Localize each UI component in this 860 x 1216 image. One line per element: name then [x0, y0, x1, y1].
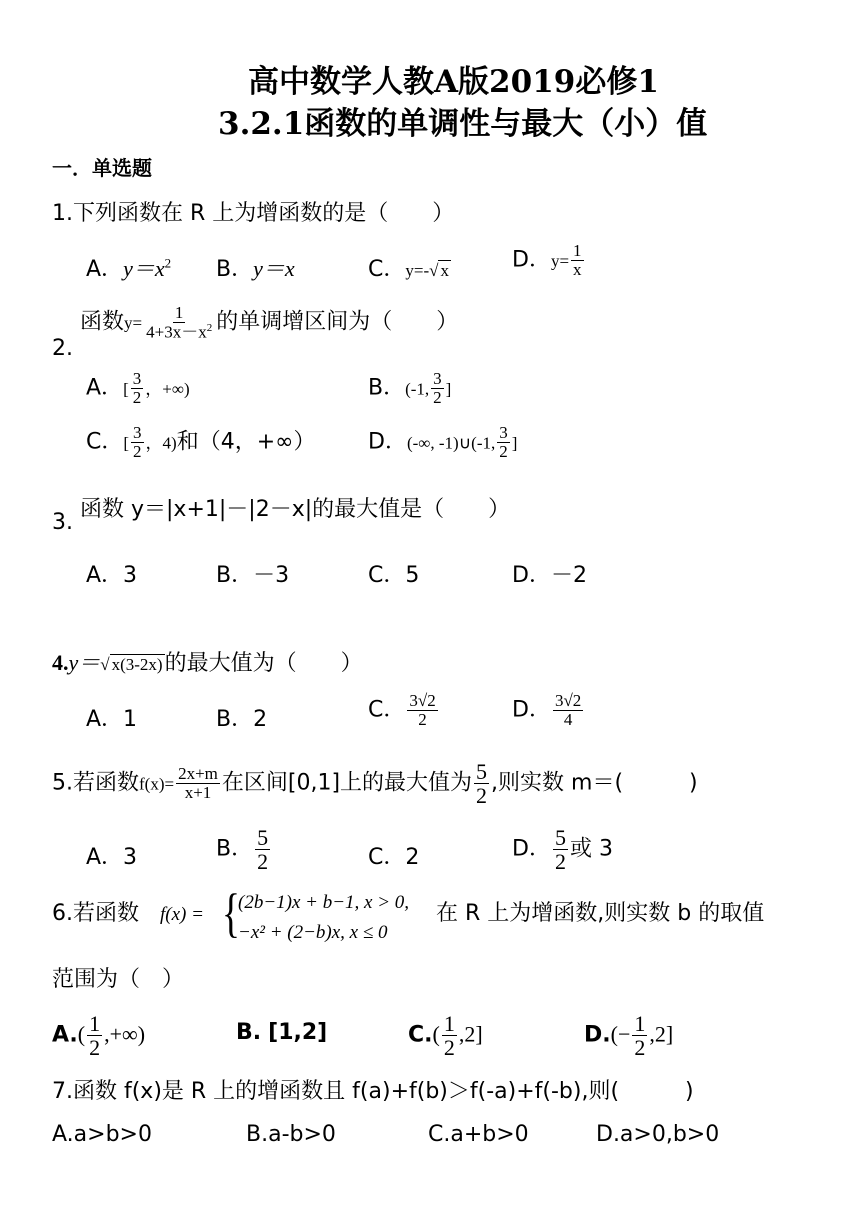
q1-option-c: C．y=-√ x — [368, 257, 449, 282]
q2-option-a: A．[ $\frac{3}{2}$ ，+∞) — [86, 369, 190, 407]
q2-option-b: B．(-1, $\frac{3}{2}$ ] — [368, 369, 452, 407]
q7-option-c: C.a+b>0 — [428, 1122, 529, 1147]
q6-case-2: −x² + (2−b)x, x ≤ 0 — [238, 922, 388, 943]
q6-option-d: D.(− $\frac{1}{2}$ ,2] — [584, 1011, 674, 1061]
q3-option-c: C．5 — [368, 563, 420, 588]
q1-option-b: B．y＝x — [216, 256, 295, 282]
q6-brace: { — [221, 883, 241, 943]
question-6-stem-post: 在 R 上为增函数,则实数 b 的取值 — [436, 901, 765, 926]
q1-option-d: D．y= $\frac{1}{x}$ — [512, 241, 582, 279]
q6-function-label: f(x) = — [160, 904, 204, 925]
q7-option-d: D.a>0,b>0 — [596, 1122, 720, 1147]
page-title: 高中数学人教A版2019必修1 — [248, 64, 659, 100]
q4-option-d: D． $\frac{3√2}{4}$ — [512, 691, 582, 729]
q6-option-a: A.( $\frac{1}{2}$ ,+∞) — [52, 1011, 146, 1061]
q7-option-a: A.a>b>0 — [52, 1122, 152, 1147]
q6-option-b: B. [1,2] — [236, 1020, 328, 1045]
q2-option-d: D．(-∞, -1)∪(-1, $\frac{3}{2}$ ] — [368, 423, 518, 461]
q5-option-c: C．2 — [368, 845, 420, 870]
q2-option-c: C．[ $\frac{3}{2}$ ，4)和（4，+∞） — [86, 423, 316, 461]
question-5-stem: 5.若函数f(x)= $\frac{2x+m}{x+1}$ 在区间[0,1]上的最大值为 $\frac{5}{2}$ ,则实数 m＝( ) — [52, 759, 698, 809]
q6-option-c: C.( $\frac{1}{2}$ ,2] — [408, 1011, 483, 1061]
question-4-stem: 4.y＝√ x(3-2x)的最大值为（ ） — [52, 650, 363, 676]
q7-option-b: B.a-b>0 — [246, 1122, 336, 1147]
q3-option-d: D．－2 — [512, 563, 587, 588]
question-1-stem: 1.下列函数在 R 上为增函数的是（ ） — [52, 201, 455, 226]
q3-option-b: B．－3 — [216, 563, 290, 588]
question-7-stem: 7.函数 f(x)是 R 上的增函数且 f(a)+f(b)＞f(-a)+f(-b),则( ) — [52, 1079, 694, 1104]
q4-option-a: A．1 — [86, 707, 138, 732]
q5-option-b: B． $\frac{5}{2}$ — [216, 825, 269, 875]
page-subtitle: 3.2.1函数的单调性与最大（小）值 — [218, 106, 708, 142]
question-2-stem: 函数y= $\frac{1}{4+3x-x^2}$ 的单调增区间为（ ） — [80, 303, 459, 342]
question-3-stem: 函数 y＝|x+1|－|2－x|的最大值是（ ） — [80, 497, 511, 522]
q5-option-a: A．3 — [86, 845, 138, 870]
q4-option-c: C． $\frac{3√2}{2}$ — [368, 691, 436, 729]
question-3-number: 3. — [52, 510, 73, 535]
section-heading: 一．单选题 — [52, 156, 152, 180]
question-6-stem-line2: 范围为（ ） — [52, 967, 185, 992]
question-6-stem-pre: 6.若函数 — [52, 901, 139, 926]
q6-case-1: (2b−1)x + b−1, x > 0, — [238, 892, 410, 913]
q5-option-d: D． $\frac{5}{2}$ 或 3 — [512, 825, 613, 875]
q4-option-b: B．2 — [216, 707, 268, 732]
q3-option-a: A．3 — [86, 563, 138, 588]
q1-option-a: A．$y=x^2$ — [86, 255, 172, 282]
question-2-number: 2. — [52, 336, 73, 361]
